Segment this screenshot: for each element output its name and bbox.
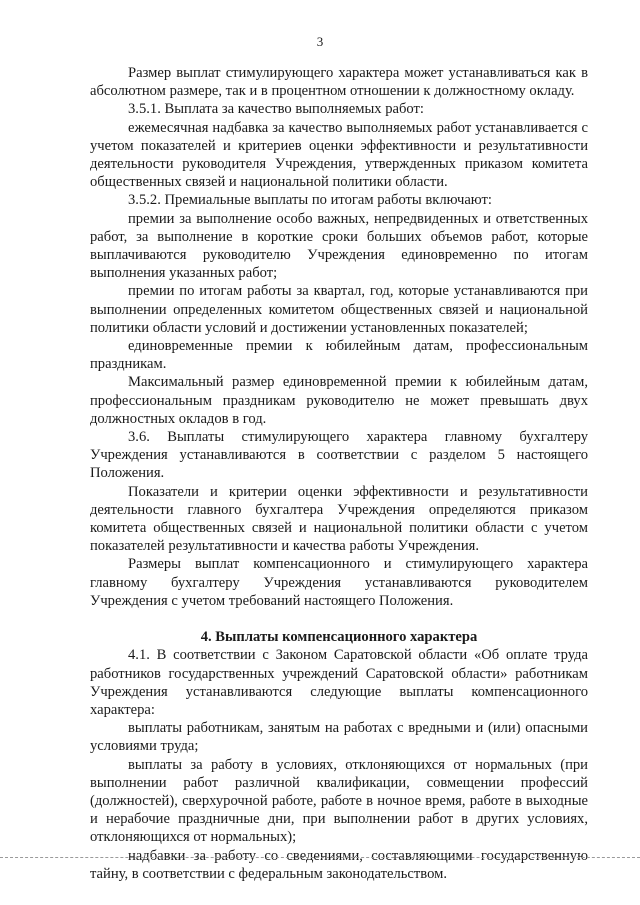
paragraph: выплаты работникам, занятым на работах с вредными и (или) опасными условиями труда; xyxy=(90,720,588,755)
paragraph: Показатели и критерии оценки эффективности и результативности деятельности главного бухгалтера Учреждения определяются приказом комитета общественных связей и национальной политики области с учетом показателей результативности и качества работы Учреждения. xyxy=(90,483,588,555)
scan-edge-line xyxy=(0,857,640,858)
paragraph: Размеры выплат компенсационного и стимулирующего характера главному бухгалтеру Учреждения устанавливаются руководителем Учреждения с учетом требований настоящего Положения. xyxy=(90,556,588,609)
paragraph: надбавки за работу со сведениями, составляющими государственную тайну, в соответствии с федеральным законодательством. xyxy=(90,847,588,882)
paragraph: Максимальный размер единовременной премии к юбилейным датам, профессиональным праздникам руководителю не может превышать двух должностных окладов в год. xyxy=(90,374,588,427)
paragraph: премии по итогам работы за квартал, год, которые устанавливаются при выполнении определенных комитетом общественных связей и национальной политики области условий и достижении установленных показателей; xyxy=(90,283,588,336)
paragraph: ежемесячная надбавка за качество выполняемых работ устанавливается с учетом показателей и критериев оценки эффективности и результативности деятельности руководителя Учреждения, утвержденных приказом комитета общественных связей и национальной политики области. xyxy=(90,119,588,191)
paragraph: 4.1. В соответствии с Законом Саратовской области «Об оплате труда работников государственных учреждений Саратовской области» работникам Учреждения устанавливаются следующие выплаты компенсационного характера: xyxy=(90,647,588,718)
paragraph: единовременные премии к юбилейным датам, профессиональным праздникам. xyxy=(90,338,588,373)
paragraph: 3.6. Выплаты стимулирующего характера главному бухгалтеру Учреждения устанавливаются в соответствии с разделом 5 настоящего Положения. xyxy=(90,429,588,482)
paragraph: премии за выполнение особо важных, непредвиденных и ответственных работ, за выполнение в короткие сроки больших объемов работ, которые выплачиваются руководителю Учреждения единовременно по итогам выполнения указанных работ; xyxy=(90,210,588,282)
paragraph: 3.5.1. Выплата за качество выполняемых работ: xyxy=(128,101,424,118)
document-body xyxy=(90,64,588,883)
paragraph: Размер выплат стимулирующего характера может устанавливаться как в абсолютном размере, так и в процентном отношении к должностному окладу. xyxy=(90,65,588,100)
section-heading: 4. Выплаты компенсационного характера xyxy=(200,629,478,646)
paragraph: 3.5.2. Премиальные выплаты по итогам работы включают: xyxy=(128,192,492,209)
page-number: 3 xyxy=(316,34,324,49)
paragraph: выплаты за работу в условиях, отклоняющихся от нормальных (при выполнении работ различной квалификации, совмещении профессий (должностей), сверхурочной работе, работе в ночное время, работе в выходные и нерабочие праздничные дни, при выполнении работ в других условиях, отклоняющихся от нормальных); xyxy=(90,756,588,846)
